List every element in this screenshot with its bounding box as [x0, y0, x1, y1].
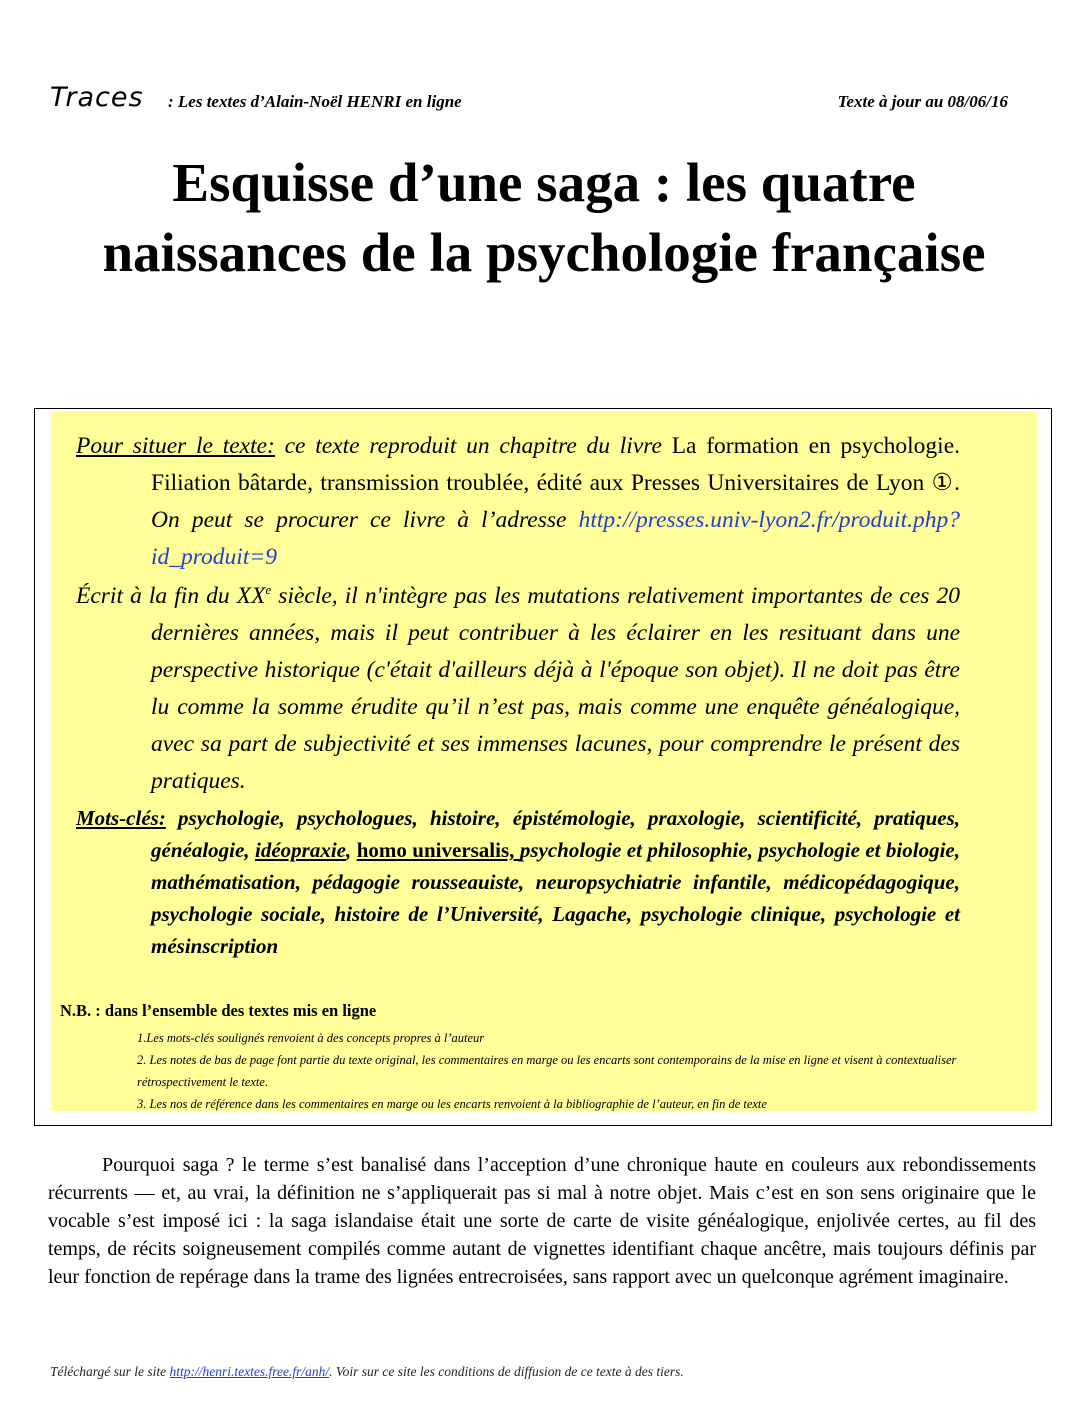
situer-paragraph	[76, 428, 960, 576]
footer-text-1: Téléchargé sur le site	[50, 1364, 170, 1379]
keyword-homo-universalis: homo universalis,	[356, 838, 520, 862]
nb-label: N.B.	[60, 1001, 92, 1020]
document-title: Esquisse d’une saga : les quatre naissances de la psychologie française	[102, 152, 986, 283]
nb-item: 3. Les nos de référence dans les commentaires en marge ou les encarts renvoient à la bibliographie de l’auteur, en fin de texte	[137, 1097, 767, 1111]
situer-label: Pour situer le texte:	[76, 433, 275, 459]
ecrit-text-1: Écrit à la fin du XX	[76, 583, 266, 609]
situer-text-2: On peut se procurer ce livre à l’adresse	[151, 507, 579, 533]
keywords-text-1: psychologie, psychologues, histoire, épistémologie, praxologie, scientificité, pratiques, généalogie,	[151, 806, 960, 862]
situer-text-1: ce texte reproduit un chapitre du livre	[274, 433, 672, 459]
keywords-text-3: psychologie et philosophie, psychologie et biologie, mathématisation, pédagogie rousseauiste, neuropsychiatrie infantile, médicopédagogique, psychologie sociale, histoire de l’Université, Lagache, psychologie clinique, psychologie et mésinscription	[151, 838, 960, 958]
page-footer	[50, 1364, 1040, 1380]
page-header	[50, 82, 1010, 116]
keywords-text-2: ,	[345, 838, 357, 862]
keywords-paragraph	[76, 802, 960, 962]
nb-list	[137, 1027, 982, 1115]
ecrit-text-2: siècle, il n'intègre pas les mutations relativement importantes de ces 20 dernières années, mais il peut contribuer à les éclairer en les resituant dans une perspective historique (c'était d'ailleurs déjà à l'époque son objet). Il ne doit pas être lu comme la somme érudite qu’il n’est pas, mais comme une enquête généalogique, avec sa part de subjectivité et ses immenses lacunes, pour comprendre le présent des pratiques.	[151, 583, 960, 794]
ecrit-superscript: e	[265, 582, 272, 598]
body-paragraph: Pourquoi saga ? le terme s’est banalisé dans l’acception d’une chronique haute en couleurs aux rebondissements récurrents — et, au vrai, la définition ne s’appliquerait pas si mal à notre objet. Mais c’est en son sens originaire que le vocable s’est imposé ici : la saga islandaise était une sorte de carte de visite généalogique, enjolivée certes, au fil des temps, de récits soigneusement compilés comme autant de vignettes identifiant chaque ancêtre, mais toujours définis par leur fonction de repérage dans la trame des lignées entrecroisées, sans rapport avec un quelconque agrément imaginaire.	[48, 1154, 1036, 1288]
nb-text: : dans l’ensemble des textes mis en ligne	[91, 1001, 377, 1020]
nb-item: 1.Les mots-clés soulignés renvoient à des concepts propres à l’auteur	[137, 1031, 485, 1045]
header-subtitle: : Les textes d’Alain-Noël HENRI en ligne	[168, 92, 462, 111]
keywords-label: Mots-clés:	[76, 806, 166, 830]
nb-item: 2. Les notes de bas de page font partie du texte original, les commentaires en marge ou les encarts sont contemporains de la mise en ligne et visent à contextualiser rétrospectivement le texte.	[137, 1053, 957, 1089]
site-link[interactable]: http://henri.textes.free.fr/anh/	[169, 1364, 330, 1379]
footer-text-2: . Voir sur ce site les conditions de diffusion de ce texte à des tiers.	[329, 1364, 684, 1379]
nb-heading	[60, 1001, 960, 1021]
book-title: La formation en psychologie. Filiation bâtarde, transmission troublée, édité aux Presses Universitaires de Lyon ①.	[151, 433, 960, 496]
ecrit-paragraph	[76, 578, 960, 800]
keyword-ideopraxie: idéopraxie	[255, 838, 346, 862]
header-date: Texte à jour au 08/06/16	[837, 92, 1008, 111]
publisher-link[interactable]: http://presses.univ-lyon2.fr/produit.php?id_produit=9	[151, 507, 960, 570]
brand-logo: Traces	[50, 82, 144, 113]
